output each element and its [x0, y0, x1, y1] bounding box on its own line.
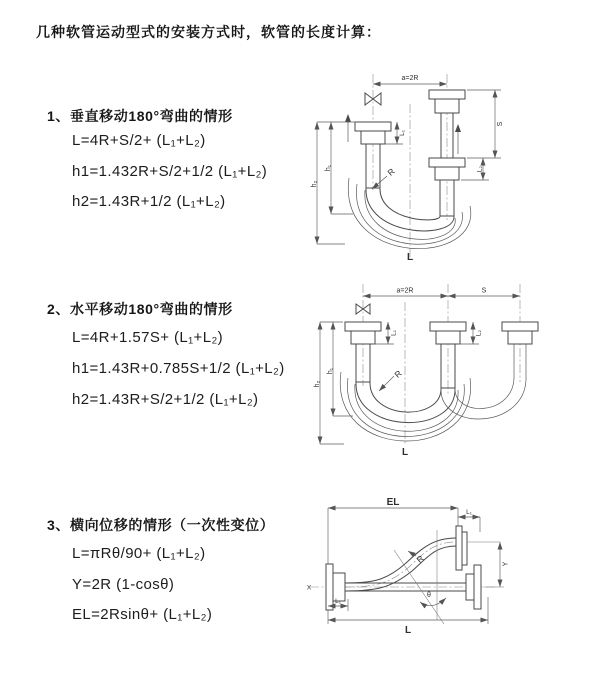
displaced-hose-inner-curve [455, 376, 514, 409]
up-arrow-icon [455, 124, 461, 132]
dim-label-a2r: a=2R [401, 75, 419, 82]
length-label: L [404, 625, 412, 636]
left-flange-hub [361, 131, 385, 144]
radius-label: R [385, 166, 397, 178]
section-2-heading: 2、水平移动180°弯曲的情形 [47, 301, 233, 317]
left-flange-plate [326, 564, 333, 610]
pipe3-flange [502, 322, 538, 331]
angle-label: θ [427, 592, 431, 599]
right-lower-flange [429, 158, 465, 167]
right-top-flange [429, 90, 465, 99]
dim-label-h1: h₁ [325, 164, 332, 172]
dim-label-h2: h₂ [311, 180, 318, 188]
diagram-lateral-displacement [298, 492, 598, 647]
radius-leader-line [379, 376, 394, 391]
right-flange-plate [474, 565, 481, 609]
hose-lower-curve [345, 546, 456, 591]
dim-label-l2: L₂ [475, 329, 483, 337]
right-flange-hub [466, 574, 474, 600]
hose-upper-curve [345, 538, 456, 583]
section-1-formula-h2: h2=1.43R+1/2 (L₁+L₂) [72, 193, 226, 210]
radius-label: R [414, 553, 426, 565]
dim-label-a2r: a=2R [396, 287, 414, 295]
radius-label: R [392, 368, 404, 380]
dim-label-s: S [481, 287, 487, 295]
dim-label-s: S [497, 121, 504, 127]
radius-leader-line [408, 551, 416, 556]
section-3-formula-l: L=πRθ/90+ (L₁+L₂) [72, 545, 206, 562]
hose-inner-curve [370, 382, 441, 412]
diagram-vertical-180-bend [305, 66, 595, 266]
section-3-formula-el: EL=2Rsinθ+ (L₁+L₂) [72, 606, 213, 623]
dim-label-h1: h₁ [327, 367, 334, 375]
angle-arc [420, 598, 446, 606]
dim-label-el: EL [386, 497, 400, 508]
diagram-horizontal-180-bend [308, 276, 598, 461]
dim-label-h2: h₂ [314, 380, 321, 388]
pipe3-flange-hub [508, 331, 532, 344]
pipe1-flange-hub [351, 331, 375, 344]
pipe1-flange [345, 322, 381, 331]
length-label: L [406, 252, 414, 263]
centerline-mark: X [306, 584, 312, 592]
left-flange-hub [333, 573, 345, 601]
dim-label-l2: L₂ [476, 165, 484, 173]
right-lower-flange-hub [435, 167, 459, 180]
dim-label-l1: L₁ [399, 130, 406, 136]
dim-label-y: Y [502, 561, 510, 567]
page-title: 几种软管运动型式的安装方式时，软管的长度计算： [36, 24, 381, 40]
top-flange-hub [462, 532, 467, 565]
section-1-heading: 1、垂直移动180°弯曲的情形 [47, 108, 233, 124]
left-flange [355, 122, 391, 131]
dim-label-l1: L₁ [390, 330, 398, 336]
section-2-formula-l: L=4R+1.57S+ (L₁+L₂) [72, 329, 224, 346]
section-1-formula-l: L=4R+S/2+ (L₁+L₂) [72, 132, 206, 149]
section-3-heading: 3、横向位移的情形（一次性变位） [47, 517, 275, 533]
pipe2-flange [430, 322, 466, 331]
section-3-formula-y: Y=2R (1-cosθ) [72, 576, 175, 593]
section-2-formula-h2: h2=1.43R+S/2+1/2 (L₁+L₂) [72, 391, 259, 408]
top-flange-plate [456, 526, 462, 570]
dim-label-l1-bottom: L₁ [335, 598, 341, 605]
section-1-formula-h1: h1=1.432R+S/2+1/2 (L₁+L₂) [72, 163, 268, 180]
dim-label-l1-top: L₁ [466, 509, 472, 516]
length-label: L [401, 447, 409, 458]
up-arrow-icon [345, 114, 351, 122]
right-top-flange-hub [435, 99, 459, 113]
pipe2-flange-hub [436, 331, 460, 344]
hose-position-curve [355, 384, 458, 431]
section-2-formula-h1: h1=1.43R+0.785S+1/2 (L₁+L₂) [72, 360, 285, 377]
hose-position-curve [347, 378, 464, 437]
